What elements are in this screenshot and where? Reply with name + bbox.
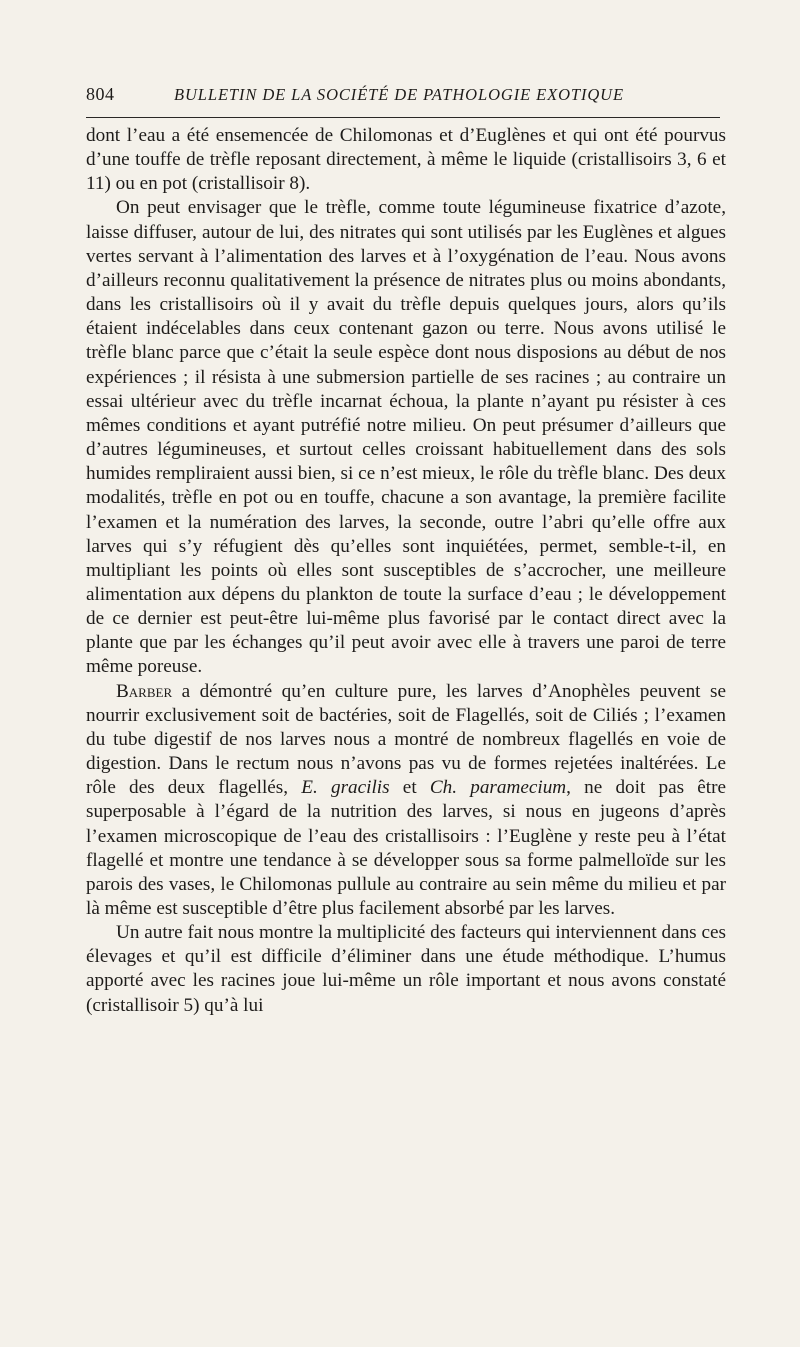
paragraph-humus: Un autre fait nous montre la multiplicité des facteurs qui interviennent dans ces élevages et qu’il est difficile d’éliminer dans une étude méthodique. L’humus apporté avec les racines joue lui-même un rôle important et nous avons constaté (cristallisoir 5) qu’à lui [86, 922, 726, 1016]
paragraph-text-part: , ne doit pas être superposable à l’égard de la nutrition des larves, si nous en jugeons d’après l’examen microscopique de l’eau des cristallisoirs : l’Euglène y reste peu à l’état flagellé et montre une tendance à se développer sous sa forme palmelloïde sur les parois des vases, le Chilomonas pullule au contraire au sein même du milieu et par là même est susceptible d’être plus facilement absorbé par les larves. [86, 777, 727, 919]
header-rule [86, 117, 720, 118]
species-name: Ch. paramecium [429, 777, 567, 799]
paragraph-text-part: a démontré qu’en culture pure, les larves d’Anophèles peuvent se nourrir exclusivement soit de bactéries, soit de Flagellés, soit de Ciliés ; l’examen du tube digestif de nos larves nous a montré de nombreux flagellés en voie de digestion. Dans le rectum nous n’avons pas vu de formes rejetées inaltérées. Le rôle des deux flagellés, [86, 680, 726, 799]
body-text [86, 124, 726, 1018]
running-title: BULLETIN DE LA SOCIÉTÉ DE PATHOLOGIE EXOTIQUE [174, 85, 624, 104]
paragraph-trefle: On peut envisager que le trèfle, comme toute légumineuse fixatrice d’azote, laisse diffuser, autour de lui, des nitrates qui sont utilisés par les Euglènes et algues vertes servant à l’alimentation des larves et à l’oxygénation de l’eau. Nous avons d’ailleurs reconnu qualitativement la présence de nitrates plus ou moins abondants, dans les cristallisoirs où il y avait du trèfle depuis quelques jours, alors qu’ils étaient indécelables dans ceux contenant gazon ou terre. Nous avons utilisé le trèfle blanc parce que c’était la seule espèce dont nous disposions au début de nos expériences ; il résista à une submersion partielle de ses racines ; au contraire un essai ultérieur avec du trèfle incarnat échoua, la plante n’ayant pu résister à ces mêmes conditions et ayant putréfié notre milieu. On peut présumer d’ailleurs que d’autres légumineuses, et surtout celles croissant habituellement dans des sols humides rempliraient aussi bien, si ce n’est mieux, le rôle du trèfle blanc. Des deux modalités, trèfle en pot ou en touffe, chacune a son avantage, la première facilite l’examen et la numération des larves, la seconde, outre l’abri qu’elle offre aux larves qui s’y réfugient dès qu’elles sont inquiétées, permet, semble-t-il, en multipliant les points où elles sont susceptibles de s’accrocher, une meilleure alimentation aux dépens du plankton de toute la surface d’eau ; le développement de ce dernier est peut-être lui-même plus favorisé par le contact direct avec la plante que par les échanges qu’il peut avoir avec elle à travers une paroi de terre même poreuse. [86, 197, 726, 678]
page-header [86, 84, 720, 110]
page-number: 804 [86, 84, 115, 104]
species-name: E. gracilis [301, 777, 390, 799]
paragraph-continuation: dont l’eau a été ensemencée de Chilomonas et d’Euglènes et qui ont été pourvus d’une touffe de trèfle reposant directement, à même le liquide (cristallisoirs 3, 6 et 11) ou en pot (cristallisoir 8). [86, 125, 726, 195]
paragraph-text-part: et [389, 777, 430, 799]
paragraph-barber [86, 680, 726, 922]
author-name: Barber [116, 680, 173, 702]
